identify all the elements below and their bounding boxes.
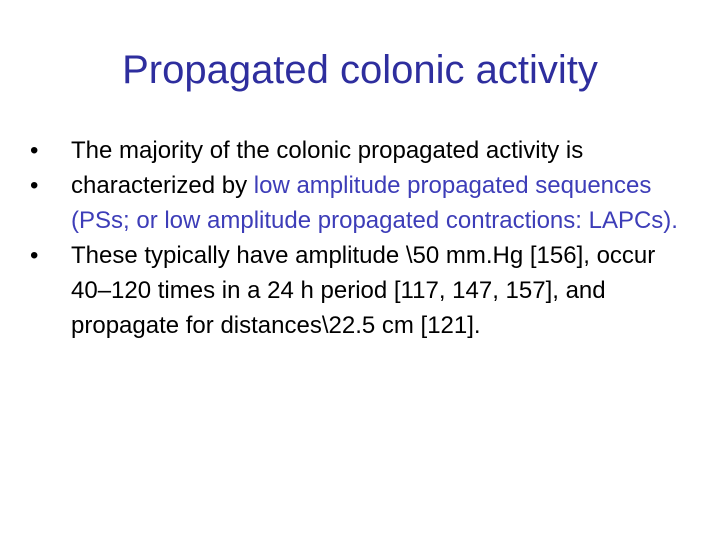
bullet-text-prefix: characterized by — [71, 172, 254, 199]
bullet-marker: • — [30, 242, 39, 269]
bullet-marker: • — [30, 137, 39, 164]
bullet-text-highlight: low amplitude propagated sequences (PSs; or low amplitude propagated contractions: LAPCs). — [71, 172, 678, 234]
bullet-marker: • — [30, 172, 39, 199]
bullet-list — [30, 133, 700, 343]
bullet-text: These typically have amplitude \50 mm.Hg [156], occur 40–120 times in a 24 h period [117, 147, 157], and propagate for distances\22.5 cm [121]. — [71, 242, 656, 339]
bullet-item-2 — [30, 168, 700, 238]
bullet-text: The majority of the colonic propagated activity is — [71, 137, 584, 164]
slide-title: Propagated colonic activity — [122, 48, 598, 92]
bullet-item-1 — [30, 133, 700, 168]
bullet-item-3 — [30, 238, 700, 343]
